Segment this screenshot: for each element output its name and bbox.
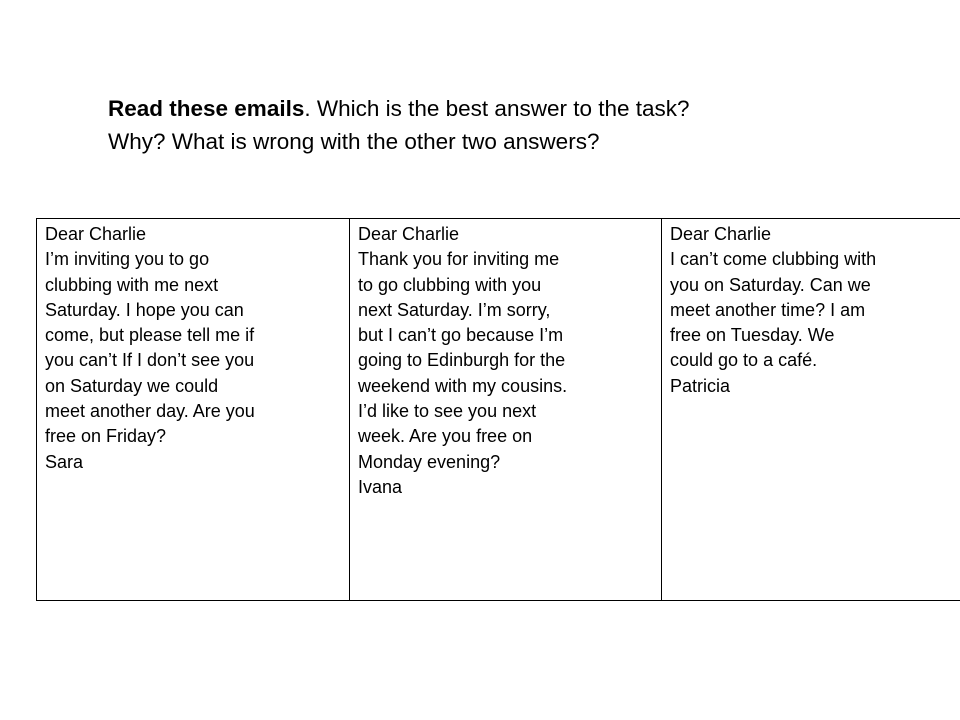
email-line: free on Friday? [45, 426, 167, 447]
email-line: come, but please tell me if [45, 325, 255, 346]
email-line: going to Edinburgh for the [358, 350, 566, 371]
email-line: Monday evening? [358, 451, 501, 472]
email-line: Thank you for inviting me [358, 249, 560, 270]
email-patricia [662, 219, 960, 601]
email-line: I’m inviting you to go [45, 249, 210, 270]
email-line: meet another day. Are you [45, 401, 255, 422]
email-line: but I can’t go because I’m [358, 325, 564, 346]
email-line: Saturday. I hope you can [45, 299, 244, 320]
email-line: could go to a café. [670, 350, 818, 371]
task-instructions [108, 92, 868, 158]
email-sara [37, 219, 350, 601]
email-ivana [350, 219, 662, 601]
email-line: Dear Charlie [670, 224, 772, 244]
task-bold-text: Read these emails [108, 96, 305, 121]
email-line: to go clubbing with you [358, 274, 542, 295]
email-line: week. Are you free on [358, 426, 533, 447]
task-question-text: . Which is the best answer to the task? [304, 96, 690, 121]
email-line: I can’t come clubbing with [670, 249, 877, 270]
email-line: clubbing with me next [45, 274, 219, 295]
task-line-2: Why? What is wrong with the other two answers? [108, 129, 600, 154]
email-signature: Sara [45, 451, 84, 472]
email-line: Dear Charlie [45, 224, 147, 244]
email-line: meet another time? I am [670, 299, 866, 320]
emails-table [36, 218, 960, 601]
email-line: you on Saturday. Can we [670, 274, 871, 295]
email-line: on Saturday we could [45, 375, 219, 396]
email-line: I’d like to see you next [358, 401, 537, 422]
email-line: weekend with my cousins. [358, 375, 568, 396]
task-line-1 [108, 92, 868, 125]
email-line: free on Tuesday. We [670, 325, 835, 346]
email-signature: Patricia [670, 375, 731, 396]
emails-row [37, 219, 960, 601]
email-signature: Ivana [358, 476, 403, 497]
email-line: Dear Charlie [358, 224, 460, 244]
email-line: you can’t If I don’t see you [45, 350, 255, 371]
email-line: next Saturday. I’m sorry, [358, 299, 551, 320]
